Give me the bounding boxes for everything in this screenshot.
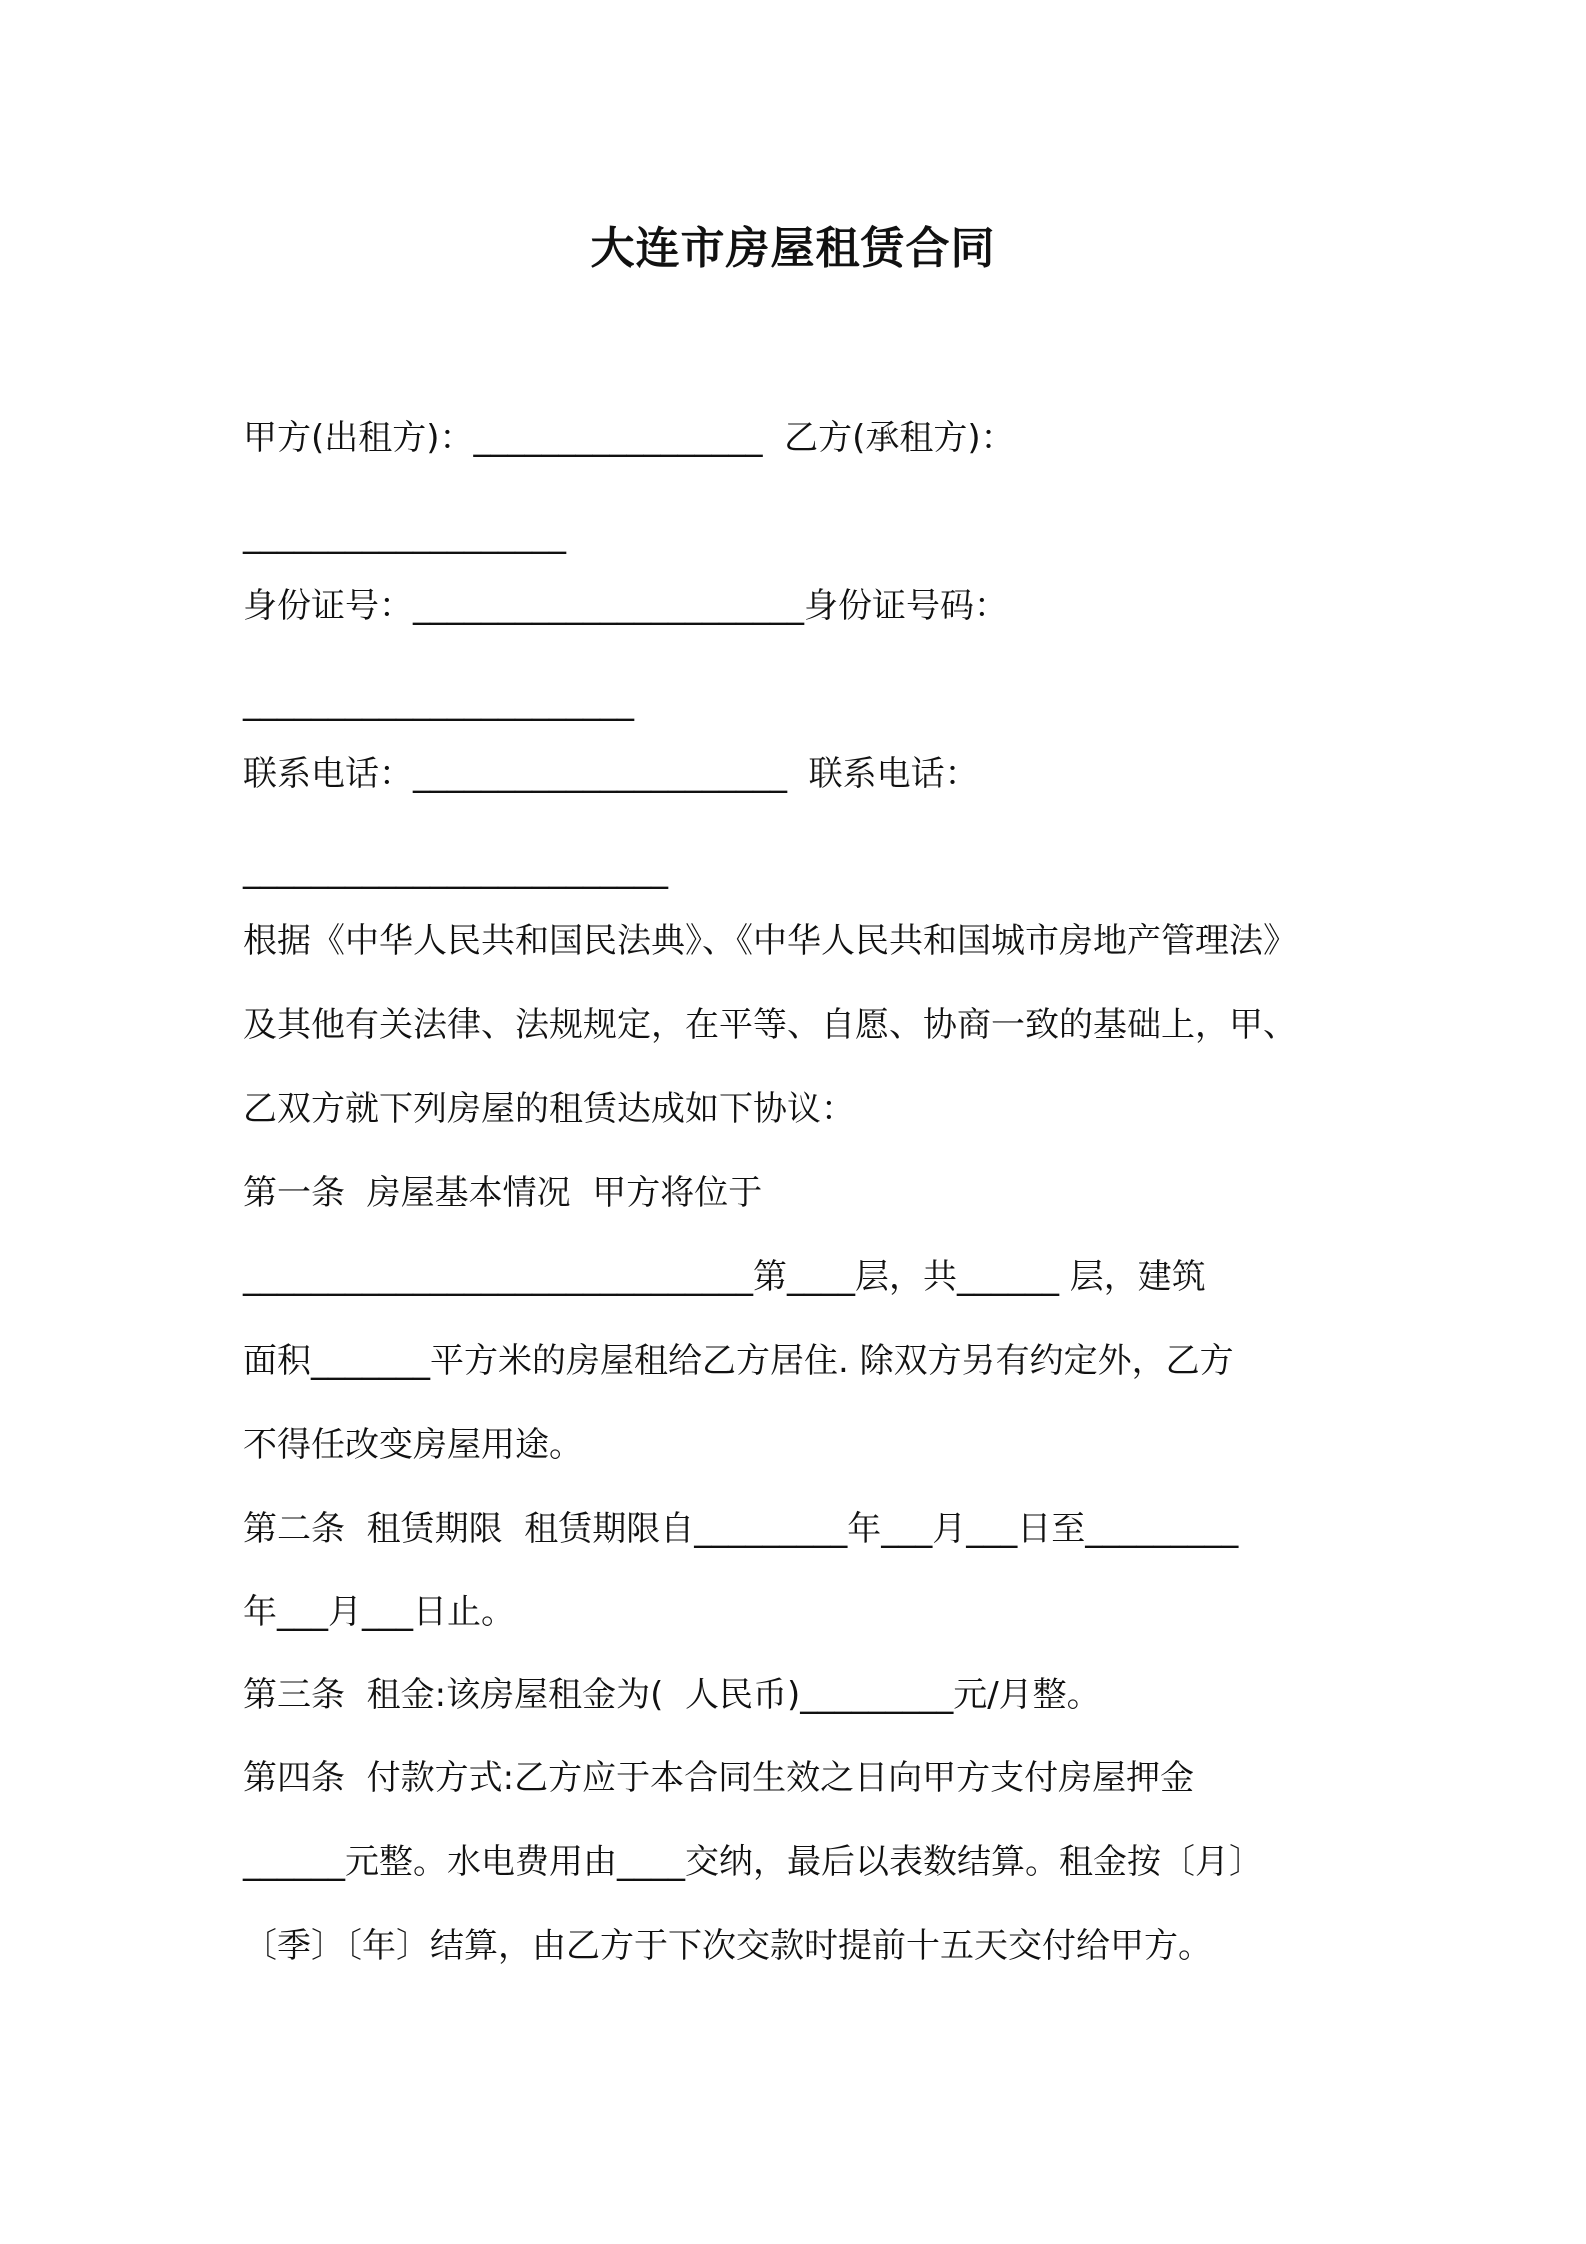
preamble-line-1: 根据《中华人民共和国民法典》、《中华人民共和国城市房地产管理法》 — [243, 921, 1297, 961]
article-4-line-2: ______元整。水电费用由____交纳，最后以表数结算。租金按〔月〕 — [243, 1842, 1263, 1882]
article-1-line-2: ______________________________第____层，共______ 层，建筑 — [243, 1257, 1206, 1297]
phone-line: 联系电话：______________________ 联系电话： — [243, 754, 979, 794]
preamble-line-3: 乙双方就下列房屋的租赁达成如下协议： — [243, 1089, 855, 1129]
article-1-line-1: 第一条 房屋基本情况 甲方将位于 — [243, 1173, 763, 1213]
article-2-line-2: 年___月___日止。 — [243, 1592, 515, 1632]
article-2-line-1: 第二条 租赁期限 租赁期限自_________年___月___日至_________ — [243, 1509, 1239, 1549]
id-number-line: 身份证号：_______________________身份证号码： — [243, 586, 1008, 626]
id-number-blank: _______________________ — [243, 682, 634, 722]
party-a-name-line: 甲方(出租方)：_________________ 乙方(承租方)： — [243, 418, 1015, 458]
party-b-name-blank: ___________________ — [243, 515, 566, 555]
article-1-line-3: 面积_______平方米的房屋租给乙方居住. 除双方另有约定外，乙方 — [243, 1341, 1234, 1381]
article-4-line-1: 第四条 付款方式:乙方应于本合同生效之日向甲方支付房屋押金 — [243, 1758, 1195, 1798]
phone-blank: _________________________ — [243, 850, 668, 890]
article-1-line-4: 不得任改变房屋用途。 — [243, 1425, 583, 1465]
article-3-line: 第三条 租金:该房屋租金为( 人民币)_________元/月整。 — [243, 1675, 1101, 1715]
document-title: 大连市房屋租赁合同 — [590, 223, 996, 274]
article-4-line-3: 〔季〕〔年〕结算，由乙方于下次交款时提前十五天交付给甲方。 — [243, 1926, 1212, 1966]
preamble-line-2: 及其他有关法律、法规规定，在平等、自愿、协商一致的基础上，甲、 — [243, 1005, 1297, 1045]
